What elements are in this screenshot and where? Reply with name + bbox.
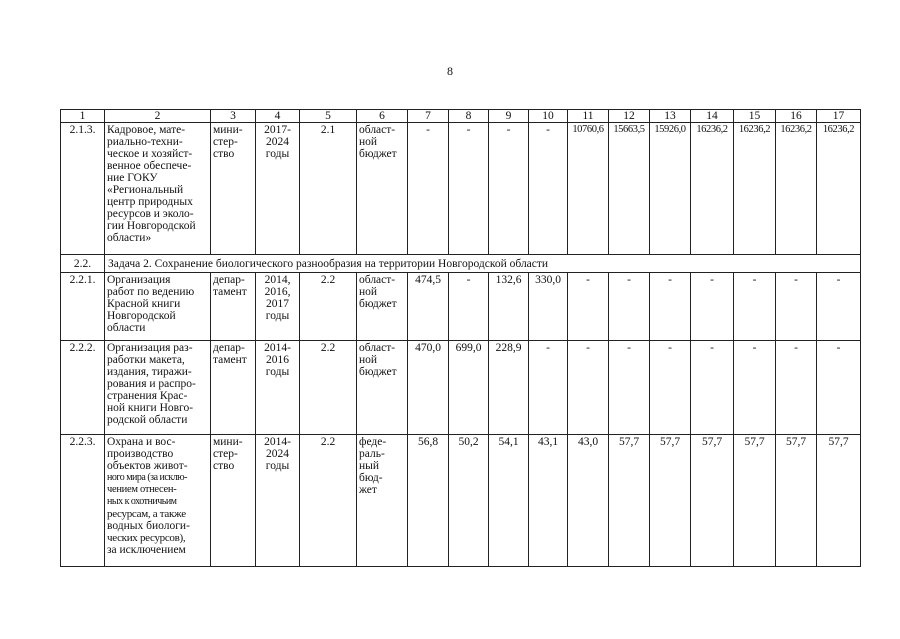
value-cell: 132,6: [489, 273, 529, 341]
target-index: 2.2: [300, 435, 357, 567]
years: 2014- 2024 годы: [256, 435, 300, 567]
header-cell: 13: [650, 110, 691, 123]
program-table: [60, 109, 861, 567]
page-number: 8: [447, 64, 453, 78]
value-cell: -: [568, 341, 609, 435]
name-line: Охрана и вос-: [107, 436, 176, 448]
header-cell: 14: [691, 110, 734, 123]
value-cell: 15663,5: [609, 123, 650, 255]
value-cell: 57,7: [817, 435, 861, 567]
name-line: водных биологи-: [107, 520, 190, 532]
value-cell: 474,5: [408, 273, 449, 341]
value-cell: -: [817, 341, 861, 435]
value-cell: 10760,6: [568, 123, 609, 255]
value-cell: 57,7: [650, 435, 691, 567]
target-index: 2.2: [300, 341, 357, 435]
task-title: Задача 2. Сохранение биологического разнообразия на территории Новгородской области: [105, 255, 861, 273]
name-line: за исключением: [107, 544, 186, 556]
header-cell: 12: [609, 110, 650, 123]
activity-name: Организация раз- работки макета, издания, тиражи- рования и распро- странения Крас- ной книги Новго- родской области: [105, 341, 211, 435]
header-cell: 16: [776, 110, 817, 123]
header-cell: 9: [489, 110, 529, 123]
header-row: [61, 110, 861, 123]
header-cell: 8: [449, 110, 489, 123]
value-cell: -: [489, 123, 529, 255]
funding-source: област- ной бюджет: [357, 273, 408, 341]
funding-source: феде- раль- ный бюд- жет: [357, 435, 408, 567]
table-row: [61, 123, 861, 255]
value-cell: 57,7: [691, 435, 734, 567]
name-line: ресурсам, а также: [107, 508, 186, 520]
value-cell: 470,0: [408, 341, 449, 435]
executor: депар- тамент: [211, 273, 256, 341]
table-row: [61, 435, 861, 567]
years: 2017- 2024 годы: [256, 123, 300, 255]
value-cell: -: [609, 273, 650, 341]
executor: депар- тамент: [211, 341, 256, 435]
years: 2014- 2016 годы: [256, 341, 300, 435]
value-cell: 56,8: [408, 435, 449, 567]
value-cell: -: [776, 273, 817, 341]
name-line: чением отнесен-: [107, 484, 177, 495]
header-cell: 15: [734, 110, 776, 123]
value-cell: -: [734, 341, 776, 435]
value-cell: 50,2: [449, 435, 489, 567]
row-number: 2.1.3.: [61, 123, 105, 255]
name-line: ческих ресурсов),: [107, 532, 186, 544]
header-cell: 5: [300, 110, 357, 123]
value-cell: -: [449, 273, 489, 341]
value-cell: 16236,2: [817, 123, 861, 255]
value-cell: -: [449, 123, 489, 255]
value-cell: -: [776, 341, 817, 435]
header-cell: 17: [817, 110, 861, 123]
funding-source: област- ной бюджет: [357, 123, 408, 255]
value-cell: 16236,2: [776, 123, 817, 255]
value-cell: -: [609, 341, 650, 435]
value-cell: -: [650, 273, 691, 341]
value-cell: -: [650, 341, 691, 435]
value-cell: -: [408, 123, 449, 255]
target-index: 2.1: [300, 123, 357, 255]
value-cell: 57,7: [776, 435, 817, 567]
row-number: 2.2.1.: [61, 273, 105, 341]
header-cell: 2: [105, 110, 211, 123]
value-cell: 228,9: [489, 341, 529, 435]
value-cell: 43,0: [568, 435, 609, 567]
executor: мини- стер- ство: [211, 123, 256, 255]
activity-name: Организация работ по ведению Красной книги Новгородской области: [105, 273, 211, 341]
header-cell: 4: [256, 110, 300, 123]
target-index: 2.2: [300, 273, 357, 341]
value-cell: -: [691, 273, 734, 341]
header-cell: 1: [61, 110, 105, 123]
value-cell: -: [529, 341, 568, 435]
task-row: [61, 255, 861, 273]
value-cell: 16236,2: [734, 123, 776, 255]
task-number: 2.2.: [61, 255, 105, 273]
activity-name: Кадровое, мате- риально-техни- ческое и хозяйст- венное обеспече- ние ГОКУ «Региональный центр природных ресурсов и эколо- гии Новгородской области»: [105, 123, 211, 255]
header-cell: 7: [408, 110, 449, 123]
value-cell: -: [691, 341, 734, 435]
header-cell: 3: [211, 110, 256, 123]
row-number: 2.2.3.: [61, 435, 105, 567]
value-cell: -: [568, 273, 609, 341]
row-number: 2.2.2.: [61, 341, 105, 435]
value-cell: 15926,0: [650, 123, 691, 255]
table-row: [61, 341, 861, 435]
value-cell: 54,1: [489, 435, 529, 567]
value-cell: 57,7: [734, 435, 776, 567]
header-cell: 11: [568, 110, 609, 123]
name-line: ных к охотничьим: [107, 496, 177, 507]
header-cell: 6: [357, 110, 408, 123]
value-cell: -: [817, 273, 861, 341]
value-cell: 330,0: [529, 273, 568, 341]
value-cell: -: [529, 123, 568, 255]
name-line: ного мира (за исклю-: [107, 472, 187, 483]
value-cell: 16236,2: [691, 123, 734, 255]
value-cell: -: [734, 273, 776, 341]
table-row: [61, 273, 861, 341]
years: 2014, 2016, 2017 годы: [256, 273, 300, 341]
funding-source: област- ной бюджет: [357, 341, 408, 435]
header-cell: 10: [529, 110, 568, 123]
activity-name: [105, 435, 211, 567]
value-cell: 699,0: [449, 341, 489, 435]
name-line: объектов живот-: [107, 460, 188, 472]
executor: мини- стер- ство: [211, 435, 256, 567]
value-cell: 43,1: [529, 435, 568, 567]
name-line: производство: [107, 448, 174, 460]
value-cell: 57,7: [609, 435, 650, 567]
